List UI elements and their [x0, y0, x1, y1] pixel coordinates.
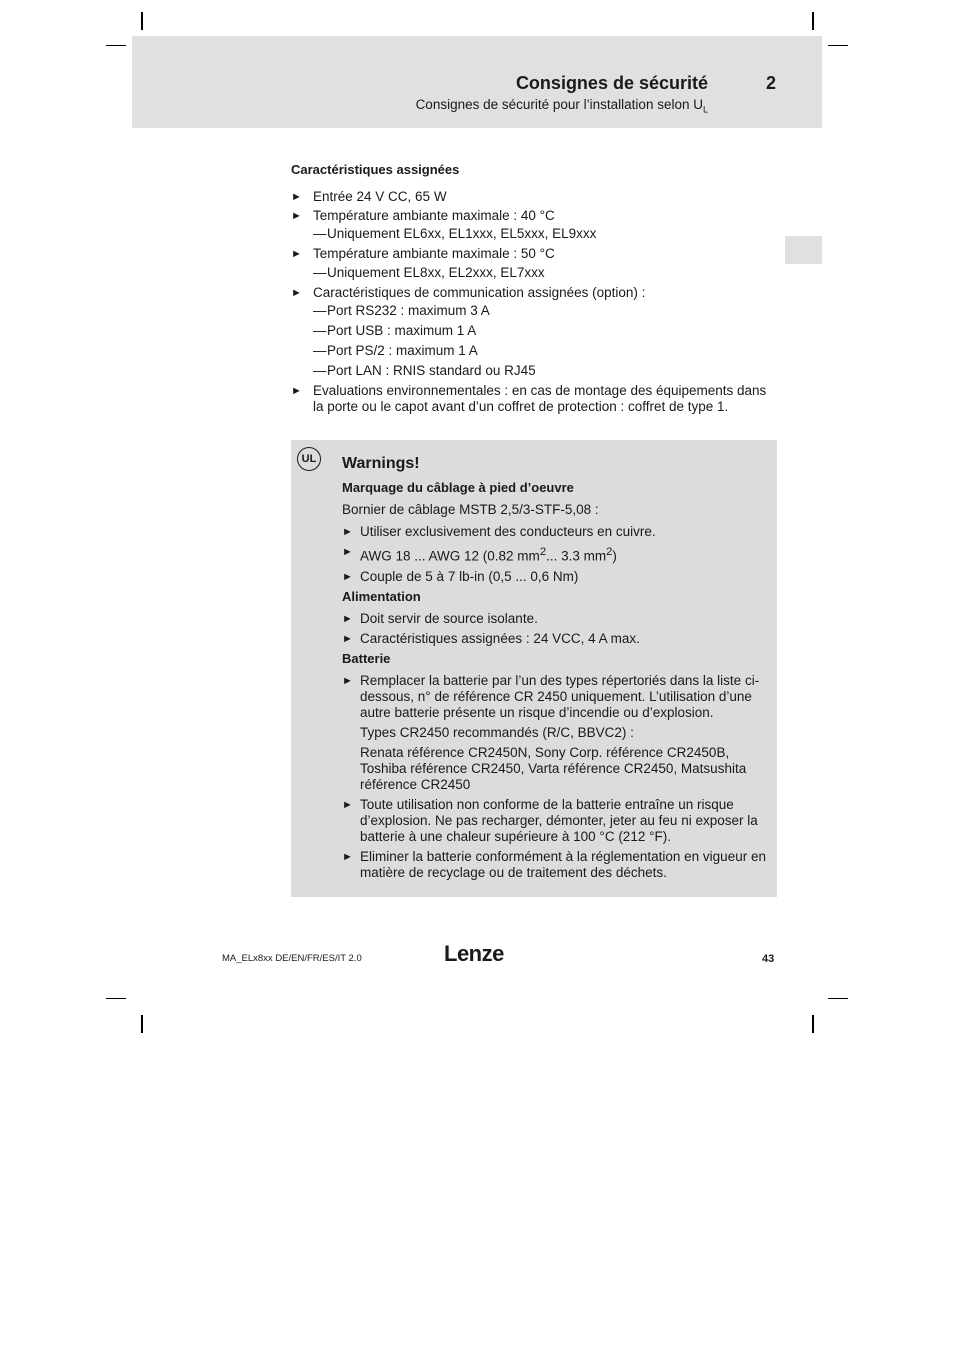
list-item: ► Caractéristiques assignées : 24 VCC, 4 A max.: [342, 630, 640, 646]
list-item: ► AWG 18 ... AWG 12 (0.82 $mm^2$... 3.3 $mm^2$): [342, 546, 617, 564]
warning-title: Warnings!: [342, 455, 420, 472]
wiring-heading: Marquage du câblage à pied d’oeuvre: [342, 480, 574, 495]
list-item: ► Doit servir de source isolante.: [342, 610, 538, 626]
battery-types-label: Types CR2450 recommandés (R/C, BBVC2) :: [360, 724, 634, 740]
section-heading: Caractéristiques assignées: [291, 162, 460, 177]
list-item: ► Toute utilisation non conforme de la batterie entraîne un risque d’explosion. Ne pas recharger, démonter, jeter au feu ni exposer la batterie à une chaleur supérieure à 100 °C (212 °F).: [342, 796, 758, 844]
warning-content: [342, 454, 767, 885]
arrow-bullet-icon: ►: [342, 850, 353, 863]
crop-mark: [141, 1015, 143, 1033]
dash-bullet-icon: —: [313, 226, 327, 241]
arrow-bullet-icon: ►: [291, 209, 302, 222]
ratings-section: [291, 161, 777, 418]
ul-mark-icon: UL: [297, 447, 321, 471]
arrow-bullet-icon: ►: [291, 191, 302, 203]
sub-list-item: — Port RS232 : maximum 3 A: [313, 303, 490, 318]
page-subtitle: Consignes de sécurité pour l’installation selon $U_L$: [415, 97, 708, 115]
crop-mark: [828, 998, 848, 999]
arrow-bullet-icon: ►: [291, 248, 302, 260]
dash-bullet-icon: —: [313, 264, 327, 280]
battery-types-list: Renata référence CR2450N, Sony Corp. référence CR2450B, Toshiba référence CR2450, Varta référence CR2450, Matsushita référence CR2450: [360, 744, 747, 792]
arrow-bullet-icon: ►: [291, 385, 302, 397]
wiring-list: [342, 524, 767, 585]
chapter-number: 2: [766, 73, 777, 93]
arrow-bullet-icon: ►: [342, 632, 353, 645]
dash-bullet-icon: —: [313, 343, 327, 358]
arrow-bullet-icon: ►: [291, 286, 302, 299]
power-heading: Alimentation: [342, 588, 421, 604]
arrow-bullet-icon: ►: [342, 526, 353, 538]
list-item: ► Remplacer la batterie par l’un des types répertoriés dans la liste ci-dessous, n° de référence CR 2450 uniquement. L’utilisation d’une autre batterie présente un risque d’incendie ou d’explosion. Types CR2450 recommandés (R/C, BBVC2) : Renata référence CR2450N, Sony Corp. référence CR2450B, Toshiba référence CR2450, Varta référence CR2450, Matsushita référence CR2450: [342, 673, 767, 793]
arrow-bullet-icon: ►: [342, 674, 353, 687]
crop-mark: [106, 998, 126, 999]
warning-box: [291, 440, 777, 897]
dash-bullet-icon: —: [313, 303, 327, 318]
list-item: ► Température ambiante maximale : 40 °C: [291, 207, 555, 223]
lenze-logo: Lenze: [444, 941, 504, 966]
sub-list-item: — Port PS/2 : maximum 1 A: [313, 343, 478, 358]
crop-mark: [828, 45, 848, 46]
power-list: [342, 611, 767, 647]
list-item: ► Eliminer la batterie conformément à la réglementation en vigueur en matière de recyclage ou de traitement des déchets.: [342, 848, 766, 880]
battery-heading: Batterie: [342, 650, 391, 666]
arrow-bullet-icon: ►: [342, 612, 353, 625]
ratings-list: [291, 189, 777, 415]
crop-mark: [812, 1015, 814, 1033]
arrow-bullet-icon: ►: [342, 570, 353, 583]
arrow-bullet-icon: ►: [342, 798, 353, 811]
list-item: ► Utiliser exclusivement des conducteurs en cuivre.: [342, 524, 656, 539]
arrow-bullet-icon: ►: [342, 546, 353, 558]
sub-list-item: — Uniquement EL6xx, EL1xxx, EL5xxx, EL9xxx: [313, 226, 597, 241]
document-code: MA_ELx8xx DE/EN/FR/ES/IT 2.0: [222, 953, 362, 964]
dash-bullet-icon: —: [313, 363, 327, 378]
sub-list-item: — Port LAN : RNIS standard ou RJ45: [313, 363, 536, 378]
list-item: ► Evaluations environnementales : en cas de montage des équipements dans la porte ou le capot avant d’un coffret de protection : coffret de type 1.: [291, 383, 767, 414]
page-number: 43: [762, 953, 775, 965]
chapter-tab-marker: [785, 236, 822, 264]
list-item: ► Caractéristiques de communication assignées (option) :: [291, 284, 646, 300]
crop-mark: [106, 45, 126, 46]
sub-list-item: — Uniquement EL8xx, EL2xxx, EL7xxx: [313, 264, 545, 280]
sub-list-item: — Port USB : maximum 1 A: [313, 323, 477, 338]
battery-list: [342, 673, 767, 881]
wiring-intro: Bornier de câblage MSTB 2,5/3-STF-5,08 :: [342, 502, 599, 517]
crop-mark: [812, 12, 814, 30]
crop-mark: [141, 12, 143, 30]
list-item: ► Température ambiante maximale : 50 °C: [291, 246, 555, 261]
dash-bullet-icon: —: [313, 323, 327, 338]
list-item: ► Entrée 24 V CC, 65 W: [291, 189, 447, 204]
list-item: ► Couple de 5 à 7 lb-in (0,5 ... 0,6 Nm): [342, 568, 579, 584]
page-title: Consignes de sécurité: [515, 73, 708, 93]
